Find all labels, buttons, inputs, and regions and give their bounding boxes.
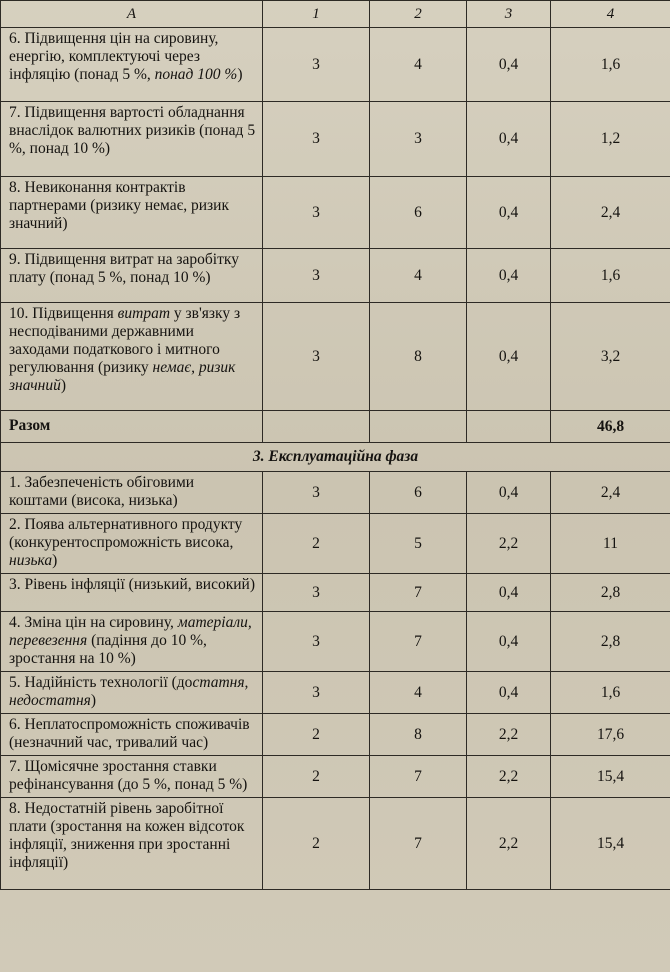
block2-row-2-col-4: 11 [551, 514, 670, 574]
block1-row-3-col-3: 0,4 [467, 177, 551, 249]
header-col-1: 1 [263, 1, 370, 28]
block1-row-5-col-3: 0,4 [467, 303, 551, 411]
table-row [1, 177, 670, 249]
text-fragment: 2. Поява альтернативного продукту (конкурентоспроможність висока, [9, 516, 243, 551]
header-col-2: 2 [370, 1, 467, 28]
section-row [1, 443, 670, 472]
block2-risk-factor-1 [1, 472, 263, 514]
block1-row-4-col-2: 4 [370, 249, 467, 303]
block2-row-3-col-1: 3 [263, 574, 370, 612]
block2-row-1-col-2: 6 [370, 472, 467, 514]
block1-row-5-col-4: 3,2 [551, 303, 670, 411]
header-col-a: A [1, 1, 263, 28]
text-fragment: немає, ризик значний [9, 359, 236, 394]
text-fragment: витрат [117, 305, 171, 322]
block2-risk-factor-3 [1, 574, 263, 612]
block2-row-4-col-4: 2,8 [551, 612, 670, 672]
table-row [1, 756, 670, 798]
text-fragment: понад 100 % [154, 66, 238, 83]
block2-row-2-col-2: 5 [370, 514, 467, 574]
text-fragment: ) [52, 552, 58, 569]
block1-row-1-col-2: 4 [370, 28, 467, 102]
block2-row-5-col-1: 3 [263, 672, 370, 714]
text-fragment: 8. Невиконання контрактів партнерами (ризику немає, ризик значний) [9, 179, 229, 232]
text-fragment: 6. Підвищення цін на сировину, енергію, комплектуючі через інфляцію (понад 5 %, [9, 30, 219, 83]
block2-row-2-col-3: 2,2 [467, 514, 551, 574]
block2-row-8-col-1: 2 [263, 798, 370, 890]
table-header-row [1, 1, 670, 28]
block1-risk-factor-1 [1, 28, 263, 102]
block2-row-8-col-4: 15,4 [551, 798, 670, 890]
section-title: 3. Експлуатаційна фаза [1, 443, 670, 472]
block1-row-1-col-3: 0,4 [467, 28, 551, 102]
text-fragment: 5. Надійність технології (до [9, 674, 193, 691]
block2-row-3-col-3: 0,4 [467, 574, 551, 612]
block2-row-7-col-4: 15,4 [551, 756, 670, 798]
block2-row-6-col-1: 2 [263, 714, 370, 756]
text-fragment: 4. Зміна цін на сировину, [9, 614, 178, 631]
text-fragment: низька [9, 552, 53, 569]
block2-risk-factor-7 [1, 756, 263, 798]
text-fragment: (падіння до 10 %, зростання на 10 %) [9, 632, 207, 667]
block2-row-8-col-2: 7 [370, 798, 467, 890]
block2-row-5-col-4: 1,6 [551, 672, 670, 714]
block2-row-3-col-2: 7 [370, 574, 467, 612]
block2-row-6-col-2: 8 [370, 714, 467, 756]
total-value: 46,8 [551, 411, 670, 443]
table-row [1, 303, 670, 411]
block2-row-4-col-2: 7 [370, 612, 467, 672]
block2-row-6-col-3: 2,2 [467, 714, 551, 756]
block1-risk-factor-5 [1, 303, 263, 411]
block2-row-4-col-1: 3 [263, 612, 370, 672]
block2-risk-factor-2 [1, 514, 263, 574]
block2-row-7-col-2: 7 [370, 756, 467, 798]
table-row [1, 102, 670, 177]
text-fragment: 10. Підвищення [9, 305, 118, 322]
text-fragment: матеріали, перевезення [9, 614, 252, 649]
block1-row-1-col-4: 1,6 [551, 28, 670, 102]
block2-row-1-col-3: 0,4 [467, 472, 551, 514]
block2-row-1-col-1: 3 [263, 472, 370, 514]
block2-row-5-col-3: 0,4 [467, 672, 551, 714]
block1-row-3-col-1: 3 [263, 177, 370, 249]
block2-row-6-col-4: 17,6 [551, 714, 670, 756]
text-fragment: ) [90, 692, 97, 709]
block1-row-5-col-2: 8 [370, 303, 467, 411]
block2-row-7-col-1: 2 [263, 756, 370, 798]
block2-row-5-col-2: 4 [370, 672, 467, 714]
text-fragment: 3. Рівень інфляції (низький, високий) [9, 576, 256, 593]
header-col-3: 3 [467, 1, 551, 28]
block1-risk-factor-3 [1, 177, 263, 249]
block1-row-5-col-1: 3 [263, 303, 370, 411]
table-row [1, 514, 670, 574]
text-fragment: ) [237, 66, 243, 83]
block1-row-1-col-1: 3 [263, 28, 370, 102]
table-row [1, 28, 670, 102]
text-fragment: 9. Підвищення витрат на заробітку плату (понад 5 %, понад 10 %) [9, 251, 239, 286]
table-row [1, 249, 670, 303]
header-col-4: 4 [551, 1, 670, 28]
block1-row-4-col-4: 1,6 [551, 249, 670, 303]
text-fragment: 8. Недостатній рівень заробітної плати (зростання на кожен відсоток інфляції, зниження при зростанні інфляції) [9, 800, 245, 871]
block2-row-8-col-3: 2,2 [467, 798, 551, 890]
block1-row-2-col-1: 3 [263, 102, 370, 177]
table-row [1, 472, 670, 514]
block2-row-1-col-4: 2,4 [551, 472, 670, 514]
table-row [1, 714, 670, 756]
block1-row-2-col-4: 1,2 [551, 102, 670, 177]
block1-row-3-col-2: 6 [370, 177, 467, 249]
block1-risk-factor-2 [1, 102, 263, 177]
block1-row-4-col-1: 3 [263, 249, 370, 303]
block2-risk-factor-6 [1, 714, 263, 756]
block1-row-4-col-3: 0,4 [467, 249, 551, 303]
text-fragment: 7. Щомісячне зростання ставки рефінансування (до 5 %, понад 5 %) [9, 758, 248, 793]
table-row [1, 798, 670, 890]
text-fragment: 7. Підвищення вартості обладнання внаслідок валютних ризиків (понад 5 %, понад 10 %) [9, 104, 256, 157]
block2-row-3-col-4: 2,8 [551, 574, 670, 612]
block2-row-2-col-1: 2 [263, 514, 370, 574]
total-label: Разом [1, 411, 263, 443]
block2-risk-factor-8 [1, 798, 263, 890]
table-row [1, 612, 670, 672]
block1-row-2-col-2: 3 [370, 102, 467, 177]
table-row [1, 672, 670, 714]
block2-risk-factor-5 [1, 672, 263, 714]
text-fragment: статня, недостатня [9, 674, 249, 709]
block1-risk-factor-4 [1, 249, 263, 303]
total-row [1, 411, 670, 443]
text-fragment: ) [60, 377, 67, 394]
text-fragment: у зв'язку з несподіваними державними заходами податкового і митного регулювання (ризику [9, 305, 241, 376]
text-fragment: 6. Неплатоспроможність споживачів (незначний час, тривалий час) [9, 716, 250, 751]
block2-risk-factor-4 [1, 612, 263, 672]
block2-row-4-col-3: 0,4 [467, 612, 551, 672]
text-fragment: 1. Забезпеченість обіговими коштами (висока, низька) [9, 474, 195, 509]
block2-row-7-col-3: 2,2 [467, 756, 551, 798]
table-row [1, 574, 670, 612]
block1-row-3-col-4: 2,4 [551, 177, 670, 249]
block1-row-2-col-3: 0,4 [467, 102, 551, 177]
